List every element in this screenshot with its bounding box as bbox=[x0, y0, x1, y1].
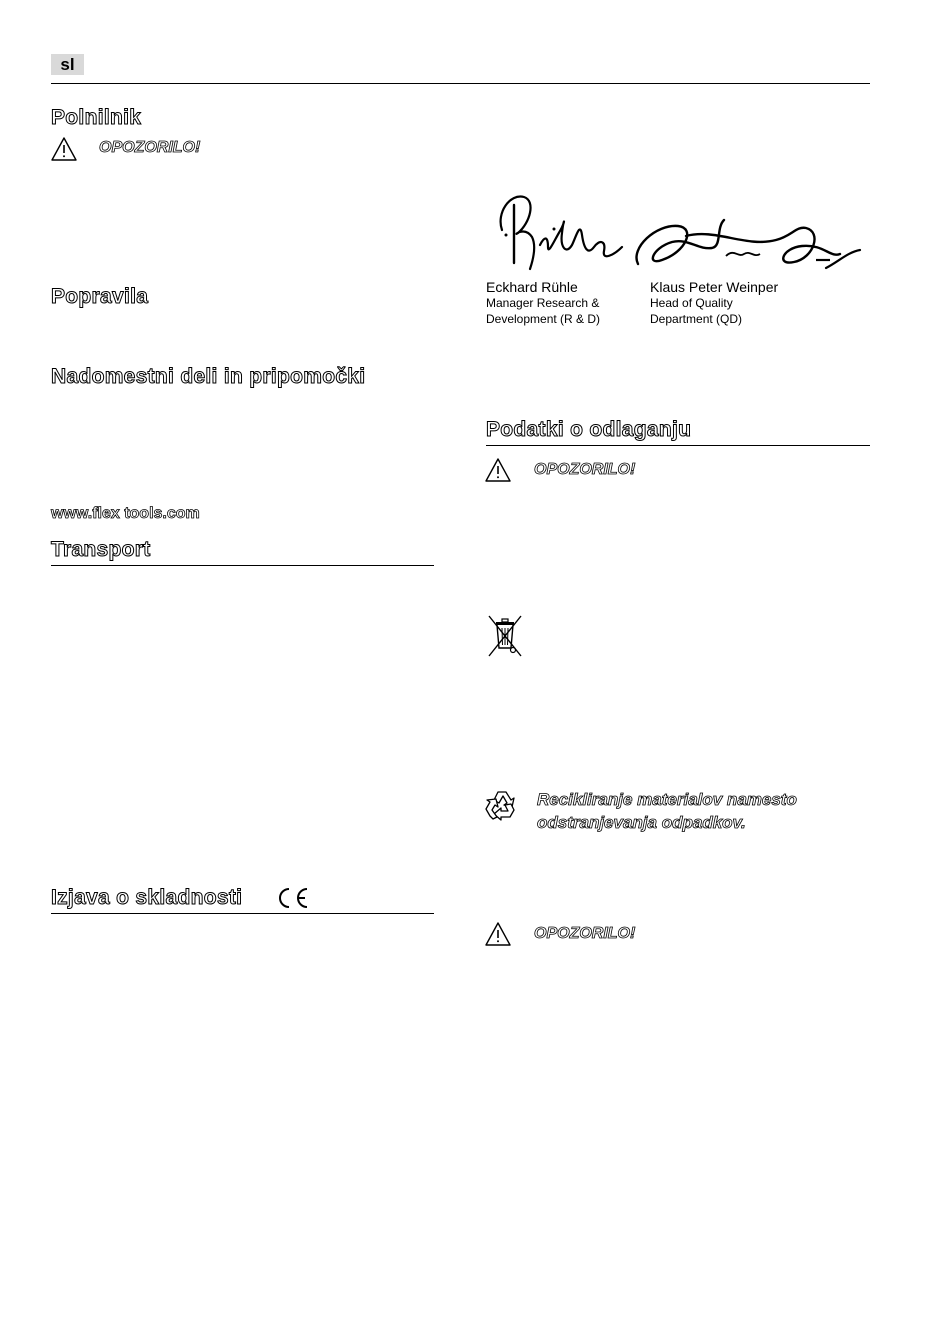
signature-eckhard-ruehle bbox=[484, 185, 634, 280]
recycling-note-line-2: odstranjevanja odpadkov. bbox=[537, 813, 746, 832]
warning-triangle-icon bbox=[51, 137, 77, 166]
disposal-rule bbox=[486, 445, 870, 446]
charger-heading: Polnilnik bbox=[51, 106, 142, 129]
repairs-heading: Popravila bbox=[51, 285, 149, 308]
spare-parts-heading: Nadomestni deli in pripomočki bbox=[51, 365, 366, 388]
language-badge: sl bbox=[51, 54, 84, 75]
recycle-icon bbox=[484, 788, 520, 829]
disposal-heading: Podatki o odlaganju bbox=[486, 418, 692, 441]
transport-rule bbox=[51, 565, 434, 566]
conformity-heading: Izjava o skladnosti bbox=[51, 886, 243, 909]
charger-warning-label: OPOZORILO! bbox=[99, 139, 201, 156]
disposal-warning-label: OPOZORILO! bbox=[534, 461, 636, 478]
signature-klaus-peter-weinper bbox=[626, 208, 866, 283]
header-rule bbox=[51, 83, 870, 84]
signer-2-role-line-2: Department (QD) bbox=[650, 312, 743, 326]
recycling-note-line-1: Recikliranje materialov namesto bbox=[537, 790, 797, 809]
signer-2-name: Klaus Peter Weinper bbox=[650, 279, 779, 295]
ce-mark-icon bbox=[273, 886, 311, 915]
conformity-rule bbox=[51, 913, 434, 914]
website-link[interactable]: www.flex tools.com bbox=[51, 505, 200, 522]
disposal-warning-label-2: OPOZORILO! bbox=[534, 925, 636, 942]
warning-triangle-icon bbox=[485, 922, 511, 951]
signer-1-role-line-2: Development (R & D) bbox=[486, 312, 601, 326]
signer-1-name: Eckhard Rühle bbox=[486, 279, 578, 295]
crossed-out-bin-icon bbox=[487, 614, 523, 663]
signer-1-role-line-1: Manager Research & bbox=[486, 296, 600, 310]
transport-heading: Transport bbox=[51, 538, 151, 561]
signer-2-role-line-1: Head of Quality bbox=[650, 296, 733, 310]
warning-triangle-icon bbox=[485, 458, 511, 487]
